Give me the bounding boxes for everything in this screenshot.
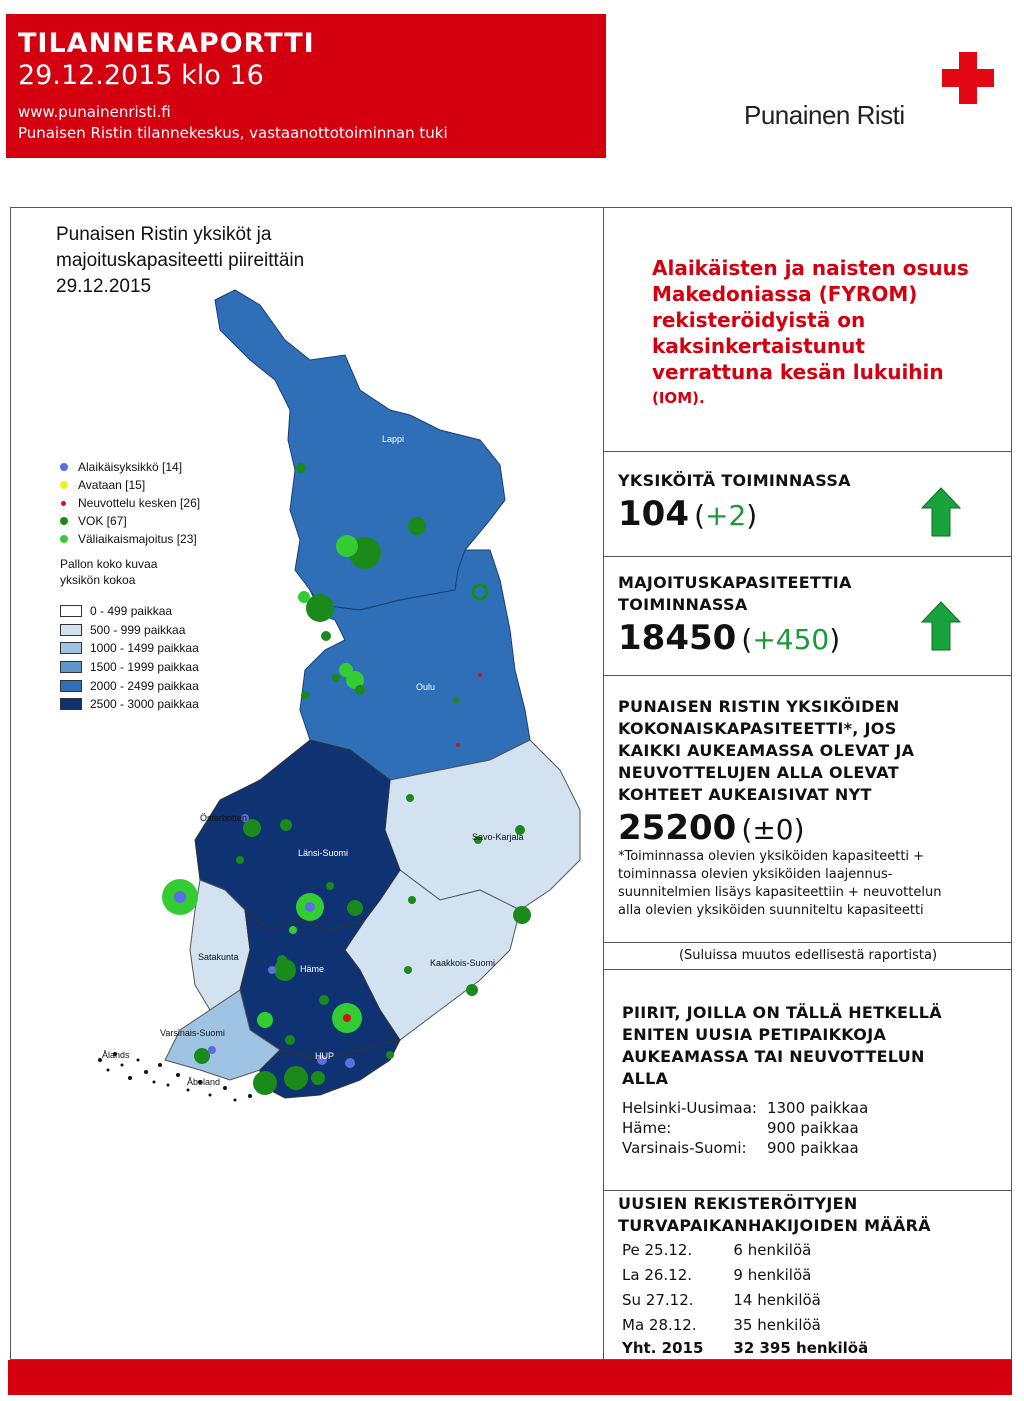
region-label-kaakkois-suomi: Kaakkois-Suomi xyxy=(430,958,496,968)
capacity-value: 18450 xyxy=(618,618,737,658)
capacity-label-line: TOIMINNASSA xyxy=(618,595,748,614)
legend-label: VOK [67] xyxy=(78,514,127,528)
legend-label: Avataan [15] xyxy=(78,478,146,492)
divider xyxy=(604,942,1012,943)
legend-item xyxy=(60,494,200,512)
divider xyxy=(604,556,1012,557)
swatch xyxy=(60,680,82,692)
districts-label-line: AUKEAMASSA TAI NEUVOTTELUN xyxy=(622,1047,925,1066)
unit-marker xyxy=(274,959,296,981)
region-label-lappi: Lappi xyxy=(382,434,405,444)
swatch xyxy=(60,642,82,654)
report-header xyxy=(6,14,606,158)
unit-marker xyxy=(208,1046,216,1054)
registration-total-row xyxy=(622,1337,898,1359)
unit-marker xyxy=(284,1066,308,1090)
red-cross-logo xyxy=(740,52,1000,132)
legend-label: Neuvottelu kesken [26] xyxy=(78,496,201,510)
report-date: 29.12.2015 klo 16 xyxy=(18,60,264,91)
districts-panel xyxy=(604,1002,1012,1158)
districts-label-line: ALLA xyxy=(622,1069,669,1088)
map-title-line: majoituskapasiteetti piireittäin xyxy=(56,250,305,271)
region-label-hame: Häme xyxy=(300,964,325,974)
legend-capacity-label: 1000 - 1499 paikkaa xyxy=(90,641,199,656)
capacity-change: (+450) xyxy=(741,623,841,656)
legend-item xyxy=(60,512,200,530)
region-label-lansi-suomi: Länsi-Suomi xyxy=(298,848,349,858)
region-label-aboland: Åboland xyxy=(187,1077,221,1087)
unit-marker xyxy=(456,743,460,747)
registrations-label-line: TURVAPAIKANHAKIJOIDEN MÄÄRÄ xyxy=(618,1216,931,1235)
unit-marker xyxy=(301,691,309,699)
unit-marker xyxy=(478,673,482,677)
unit-marker xyxy=(453,697,459,703)
legend-note-line: Pallon koko kuvaa xyxy=(60,557,158,571)
registration-count: 14 henkilöä xyxy=(733,1290,821,1309)
divider xyxy=(604,1190,1012,1191)
legend-capacity xyxy=(60,602,200,714)
registration-day: Su 27.12. xyxy=(622,1290,694,1309)
swatch xyxy=(60,698,82,710)
unit-marker xyxy=(513,906,531,924)
district-row xyxy=(622,1118,878,1138)
units-change: (+2) xyxy=(694,499,758,532)
alert-source: (IOM). xyxy=(652,389,705,407)
unit-marker xyxy=(289,926,297,934)
legend-capacity-item xyxy=(60,621,200,640)
alert-line: verrattuna kesän lukuihin xyxy=(652,360,944,384)
region-label-osterbotten: Österbotten xyxy=(200,813,248,823)
district-value: 900 paikkaa xyxy=(766,1119,859,1137)
swatch xyxy=(60,624,82,636)
unit-marker xyxy=(406,794,414,802)
registrations-label-line: UUSIEN REKISTERÖITYJEN xyxy=(618,1194,858,1213)
total-change: (±0) xyxy=(741,813,805,846)
swatch xyxy=(60,605,82,617)
legend-item xyxy=(60,530,200,548)
footnote-line: alla olevien yksiköiden suunniteltu kapasiteetti xyxy=(618,903,924,918)
map-legend xyxy=(60,458,200,714)
total-label-line: KOKONAISKAPASITEETTI*, JOS xyxy=(618,719,897,738)
total-capacity-panel xyxy=(604,696,1012,920)
legend-item xyxy=(60,476,200,494)
change-note: (Suluissa muutos edellisestä raportista) xyxy=(678,948,938,963)
registrations-table xyxy=(622,1237,898,1359)
alert-message xyxy=(652,255,1007,411)
unit-marker xyxy=(285,1035,295,1045)
unit-marker xyxy=(305,902,315,912)
divider xyxy=(604,675,1012,676)
alert-line: Makedoniassa (FYROM) xyxy=(652,282,918,306)
region-label-oulu: Oulu xyxy=(416,682,436,692)
unit-marker xyxy=(268,966,276,974)
swatch xyxy=(60,661,82,673)
registration-row xyxy=(622,1237,898,1262)
district-name: Häme: xyxy=(622,1119,672,1137)
total-value: 25200 xyxy=(618,808,737,848)
district-name: Helsinki-Uusimaa: xyxy=(622,1099,757,1117)
legend-item xyxy=(60,458,200,476)
units-value: 104 xyxy=(618,494,689,534)
legend-capacity-item xyxy=(60,639,200,658)
logo-wordmark: Punainen Risti xyxy=(744,100,905,130)
unit-marker xyxy=(194,1048,210,1064)
unit-marker xyxy=(347,900,363,916)
districts-table xyxy=(622,1098,878,1158)
website-link[interactable]: www.punainenristi.fi xyxy=(18,103,171,121)
region-label-alands: Ålands xyxy=(102,1050,130,1060)
region-label-satakunta: Satakunta xyxy=(198,952,239,962)
footnote-line: suunnitelmien lisäys kapasiteettiin + neuvottelun xyxy=(618,885,942,900)
legend-dot-icon xyxy=(60,535,68,543)
map-title-line: Punaisen Ristin yksiköt ja xyxy=(56,224,272,245)
unit-marker xyxy=(332,674,340,682)
unit-marker xyxy=(355,685,365,695)
report-title: TILANNERAPORTTI xyxy=(18,28,315,59)
legend-size-note xyxy=(60,556,200,588)
legend-capacity-label: 1500 - 1999 paikkaa xyxy=(90,660,199,675)
divider xyxy=(604,969,1012,970)
unit-marker xyxy=(386,1051,394,1059)
registration-day: Pe 25.12. xyxy=(622,1240,693,1259)
arrow-up-icon xyxy=(920,486,962,538)
unit-marker xyxy=(311,1071,325,1085)
unit-marker xyxy=(253,1071,277,1095)
districts-label-line: ENITEN UUSIA PETIPAIKKOJA xyxy=(622,1025,887,1044)
unit-marker xyxy=(466,984,478,996)
legend-note-line: yksikön kokoa xyxy=(60,573,136,587)
unit-marker xyxy=(326,882,334,890)
unit-marker xyxy=(236,856,244,864)
districts-label-line: PIIRIT, JOILLA ON TÄLLÄ HETKELLÄ xyxy=(622,1003,942,1022)
region-label-savo-karjala: Savo-Karjala xyxy=(472,832,524,842)
legend-capacity-label: 500 - 999 paikkaa xyxy=(90,622,186,637)
unit-marker xyxy=(298,591,310,603)
organization-name: Punaisen Ristin tilannekeskus, vastaanottotoiminnan tuki xyxy=(18,124,448,142)
unit-marker xyxy=(321,631,331,641)
unit-marker xyxy=(339,663,353,677)
map-title-line: 29.12.2015 xyxy=(56,276,152,297)
legend-dot-icon xyxy=(60,463,68,471)
total-label-line: KAIKKI AUKEAMASSA OLEVAT JA xyxy=(618,741,915,760)
unit-marker xyxy=(257,1012,273,1028)
registration-row xyxy=(622,1262,898,1287)
divider xyxy=(604,451,1012,452)
registration-count: 6 henkilöä xyxy=(733,1240,812,1259)
district-value: 900 paikkaa xyxy=(766,1139,859,1157)
unit-marker xyxy=(336,535,358,557)
registration-row xyxy=(622,1287,898,1312)
registrations-panel xyxy=(604,1193,1012,1359)
district-row xyxy=(622,1098,878,1118)
arrow-up-icon xyxy=(920,600,962,652)
legend-capacity-label: 0 - 499 paikkaa xyxy=(90,604,173,619)
unit-marker xyxy=(343,1014,351,1022)
registration-count: 35 henkilöä xyxy=(733,1315,821,1334)
alert-line: rekisteröidyistä on xyxy=(652,308,866,332)
legend-capacity-item xyxy=(60,676,200,695)
registration-day: La 26.12. xyxy=(622,1265,693,1284)
legend-capacity-label: 2500 - 3000 paikkaa xyxy=(90,697,199,712)
district-value: 1300 paikkaa xyxy=(766,1099,869,1117)
unit-marker xyxy=(404,966,412,974)
unit-marker xyxy=(319,995,329,1005)
district-row xyxy=(622,1138,878,1158)
legend-dot-icon xyxy=(60,481,68,489)
region-label-varsinais-suomi: Varsinais-Suomi xyxy=(160,1028,225,1038)
total-label-line: NEUVOTTELUJEN ALLA OLEVAT xyxy=(618,763,899,782)
legend-dot-icon xyxy=(60,517,68,525)
unit-marker xyxy=(174,891,186,903)
legend-capacity-item xyxy=(60,658,200,677)
total-footnote xyxy=(618,848,1012,920)
footnote-line: *Toiminnassa olevien yksiköiden kapasiteetti + xyxy=(618,849,925,864)
registration-day: Ma 28.12. xyxy=(622,1315,697,1334)
legend-capacity-label: 2000 - 2499 paikkaa xyxy=(90,678,199,693)
footer-bar xyxy=(8,1360,1012,1395)
registration-total-count: 32 395 henkilöä xyxy=(733,1339,869,1357)
registration-row xyxy=(622,1312,898,1337)
legend-dot-icon xyxy=(61,501,66,506)
legend-capacity-item xyxy=(60,695,200,714)
unit-marker xyxy=(408,517,426,535)
legend-label: Väliaikaismajoitus [23] xyxy=(78,532,197,546)
alert-line: Alaikäisten ja naisten osuus xyxy=(652,256,969,280)
unit-marker xyxy=(408,896,416,904)
region-label-hup: HUP xyxy=(315,1051,335,1061)
unit-marker xyxy=(345,1058,355,1068)
total-label-line: PUNAISEN RISTIN YKSIKÖIDEN xyxy=(618,697,900,716)
unit-marker xyxy=(296,463,306,473)
total-label-line: KOHTEET AUKEAISIVAT NYT xyxy=(618,785,872,804)
legend-capacity-item xyxy=(60,602,200,621)
alert-line: kaksinkertaistunut xyxy=(652,334,865,358)
footnote-line: toiminnassa olevien yksiköiden laajennus- xyxy=(618,867,893,882)
capacity-label-line: MAJOITUSKAPASITEETTIA xyxy=(618,573,852,592)
unit-marker xyxy=(280,819,292,831)
unit-marker xyxy=(306,594,334,622)
red-cross-icon xyxy=(942,52,994,104)
registration-count: 9 henkilöä xyxy=(733,1265,812,1284)
district-name: Varsinais-Suomi: xyxy=(622,1139,747,1157)
legend-label: Alaikäisyksikkö [14] xyxy=(78,460,183,474)
registration-total-label: Yht. 2015 xyxy=(622,1339,704,1357)
units-label: YKSIKÖITÄ TOIMINNASSA xyxy=(618,471,851,490)
